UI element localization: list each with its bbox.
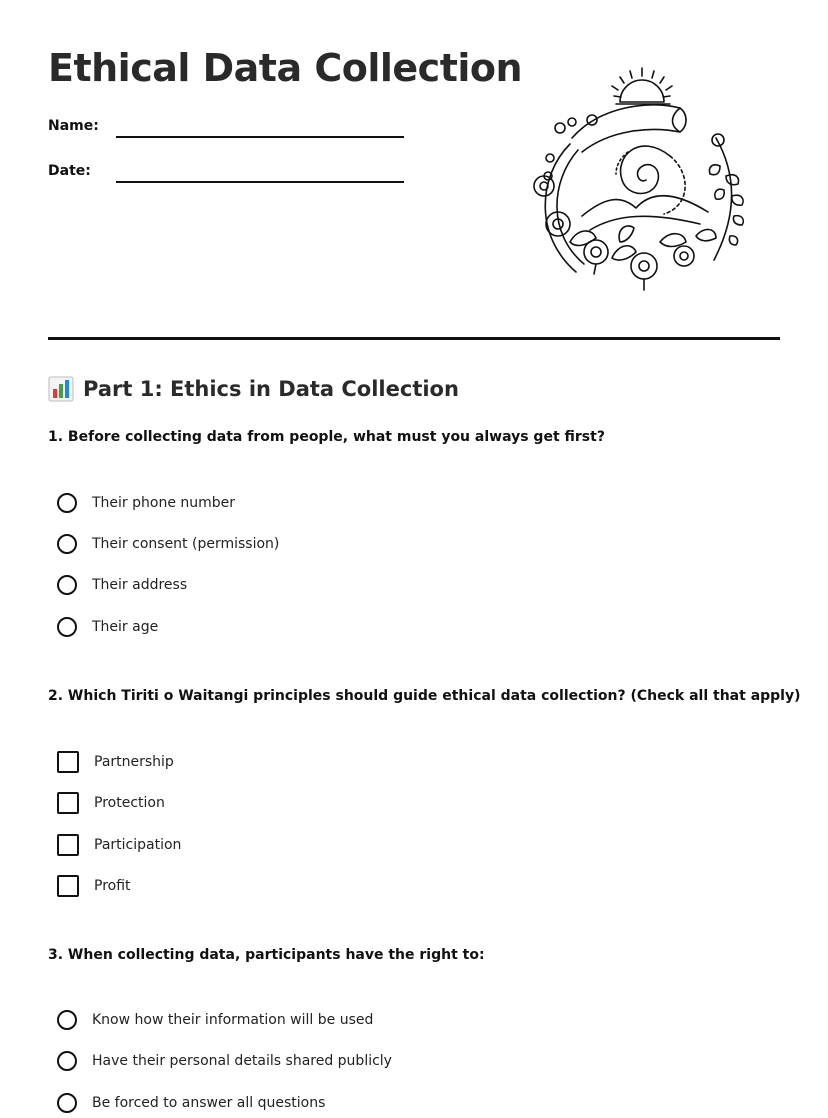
option-label: Protection [94,795,165,811]
page-title: Ethical Data Collection [48,46,523,90]
q2-option-1[interactable] [57,750,174,774]
option-label: Partnership [94,754,174,770]
koru-illustration-icon [520,66,764,298]
radio-button[interactable] [57,1010,77,1030]
q1-option-1[interactable] [57,491,235,515]
option-label: Have their personal details shared publicly [92,1053,392,1069]
q3-option-2[interactable] [57,1049,392,1073]
q3-option-3[interactable] [57,1091,325,1115]
question-3: 3. When collecting data, participants have the right to: [48,947,485,963]
date-input-line[interactable] [116,181,404,183]
option-label: Participation [94,837,182,853]
section-title: Part 1: Ethics in Data Collection [83,377,459,401]
option-label: Their consent (permission) [92,536,280,552]
checkbox[interactable] [57,792,79,814]
q1-option-3[interactable] [57,573,187,597]
question-2: 2. Which Tiriti o Waitangi principles should guide ethical data collection? (Check all that apply) [48,688,801,704]
q1-option-4[interactable] [57,615,158,639]
name-input-line[interactable] [116,136,404,138]
q1-option-2[interactable] [57,532,279,556]
option-label: Their phone number [92,495,236,511]
name-label: Name: [48,118,99,134]
date-label: Date: [48,163,91,179]
question-1: 1. Before collecting data from people, what must you always get first? [48,429,605,445]
radio-button[interactable] [57,1093,77,1113]
option-label: Their age [92,619,159,635]
radio-button[interactable] [57,617,77,637]
option-label: Be forced to answer all questions [92,1095,326,1111]
bar-chart-icon [48,376,74,402]
checkbox[interactable] [57,875,79,897]
option-label: Know how their information will be used [92,1012,374,1028]
section-heading [48,374,459,404]
section-divider [48,337,780,340]
checkbox[interactable] [57,751,79,773]
q2-option-2[interactable] [57,791,165,815]
q3-option-1[interactable] [57,1008,373,1032]
radio-button[interactable] [57,1051,77,1071]
date-field [48,163,408,187]
radio-button[interactable] [57,534,77,554]
option-label: Profit [94,878,131,894]
checkbox[interactable] [57,834,79,856]
radio-button[interactable] [57,575,77,595]
q2-option-4[interactable] [57,874,131,898]
name-field [48,118,408,142]
radio-button[interactable] [57,493,77,513]
q2-option-3[interactable] [57,833,181,857]
option-label: Their address [92,577,188,593]
